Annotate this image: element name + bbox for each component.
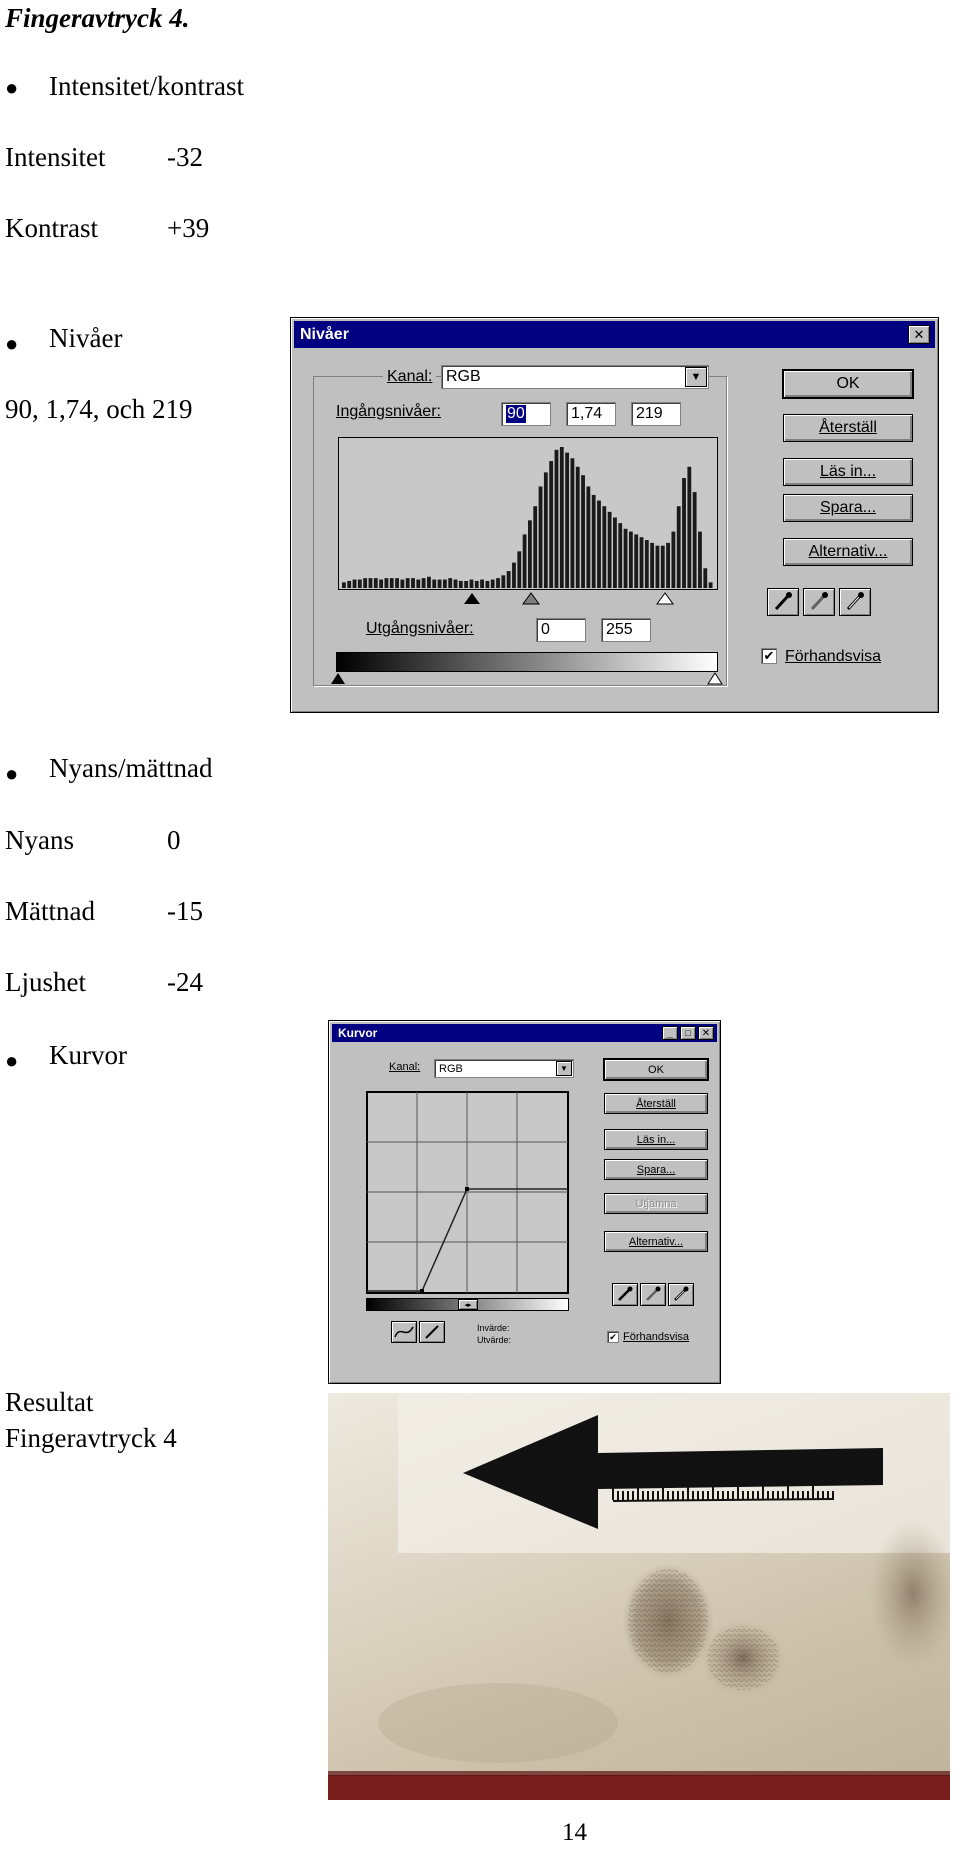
curves-channel-label: Kanal: bbox=[389, 1061, 421, 1073]
histogram-bar bbox=[549, 461, 553, 588]
curves-channel-select[interactable]: RGB ▼ bbox=[434, 1059, 574, 1078]
black-eyedropper-icon[interactable] bbox=[612, 1283, 638, 1306]
histogram-bar bbox=[640, 537, 644, 588]
close-icon[interactable]: ✕ bbox=[908, 325, 930, 344]
histogram-bar bbox=[650, 543, 654, 588]
histogram-bar bbox=[634, 534, 638, 588]
histogram-bar bbox=[560, 447, 564, 588]
histogram-bar bbox=[400, 580, 404, 588]
histogram-bar bbox=[586, 486, 590, 588]
white-eyedropper-icon[interactable] bbox=[839, 588, 871, 616]
input-black-field[interactable]: 90 bbox=[501, 402, 551, 426]
contrast-label: Kontrast bbox=[5, 213, 98, 243]
histogram-bar bbox=[618, 523, 622, 588]
black-eyedropper-icon[interactable] bbox=[767, 588, 799, 616]
chevron-down-icon[interactable]: ▼ bbox=[556, 1061, 572, 1076]
input-gamma-field[interactable]: 1,74 bbox=[566, 402, 616, 426]
channel-select[interactable] bbox=[441, 365, 709, 389]
white-point-slider bbox=[657, 593, 673, 604]
histogram-bar bbox=[459, 581, 463, 588]
curves-preview-checkbox[interactable]: ✔ bbox=[607, 1331, 619, 1343]
histogram-bar bbox=[501, 575, 505, 588]
maximize-icon[interactable]: □ bbox=[680, 1026, 696, 1040]
levels-dialog bbox=[290, 317, 939, 713]
histogram-bar bbox=[443, 580, 447, 588]
histogram-bar bbox=[666, 543, 670, 588]
histogram-bar bbox=[677, 506, 681, 588]
bullet-icon: ● bbox=[5, 75, 19, 100]
section-heading-hue-saturation: Nyans/mättnad bbox=[49, 753, 213, 783]
curves-load-button[interactable]: Läs in... bbox=[604, 1129, 708, 1150]
curves-smooth-button[interactable]: Utjämna bbox=[604, 1193, 708, 1214]
curves-graph[interactable] bbox=[366, 1091, 569, 1294]
histogram-bar bbox=[485, 581, 489, 588]
chevron-down-icon[interactable]: ▼ bbox=[685, 367, 707, 387]
histogram-bar bbox=[645, 540, 649, 588]
histogram-bar bbox=[671, 532, 675, 588]
bullet-icon: ● bbox=[5, 331, 19, 356]
histogram-bar bbox=[555, 450, 559, 588]
output-black-field[interactable]: 0 bbox=[536, 618, 586, 642]
lightness-value: -24 bbox=[167, 967, 203, 997]
histogram-bar bbox=[480, 580, 484, 588]
table-edge-shadow bbox=[328, 1771, 950, 1776]
options-button[interactable]: Alternativ... bbox=[783, 538, 913, 566]
input-level-sliders[interactable] bbox=[338, 591, 718, 607]
result-caption: Fingeravtryck 4 bbox=[5, 1423, 177, 1453]
histogram-bar bbox=[698, 532, 702, 588]
histogram-bar bbox=[709, 582, 713, 588]
channel-select-value: RGB bbox=[446, 368, 481, 385]
intensity-value: -32 bbox=[167, 142, 203, 172]
histogram-bar bbox=[597, 501, 601, 588]
page-title: Fingeravtryck 4. bbox=[5, 3, 190, 33]
curves-save-button[interactable]: Spara... bbox=[604, 1159, 708, 1180]
curves-dialog bbox=[328, 1020, 721, 1384]
levels-dialog-title: Nivåer bbox=[300, 325, 349, 343]
histogram-bar bbox=[369, 578, 373, 588]
histogram-bar bbox=[602, 506, 606, 588]
result-photo bbox=[328, 1393, 950, 1800]
histogram-bar bbox=[565, 453, 569, 588]
histogram-bar bbox=[406, 578, 410, 588]
histogram-bar bbox=[432, 580, 436, 588]
histogram-bar bbox=[576, 467, 580, 588]
histogram-bar bbox=[687, 467, 691, 588]
levels-values: 90, 1,74, och 219 bbox=[5, 394, 193, 424]
histogram-bar bbox=[491, 580, 495, 588]
histogram-bar bbox=[395, 578, 399, 588]
output-level-sliders[interactable] bbox=[331, 672, 723, 686]
histogram-bar bbox=[624, 529, 628, 588]
histogram-bar bbox=[416, 580, 420, 588]
hue-label: Nyans bbox=[5, 825, 74, 855]
histogram-bar bbox=[544, 472, 548, 588]
white-eyedropper-icon[interactable] bbox=[668, 1283, 694, 1306]
output-white-field[interactable]: 255 bbox=[601, 618, 651, 642]
gray-eyedropper-icon[interactable] bbox=[640, 1283, 666, 1306]
histogram-bar bbox=[507, 571, 511, 588]
bullet-icon: ● bbox=[5, 761, 19, 786]
output-white-slider bbox=[708, 673, 722, 684]
histogram-bar bbox=[358, 580, 362, 588]
curves-preview-label: Förhandsvisa bbox=[623, 1331, 690, 1343]
histogram-bar bbox=[448, 578, 452, 588]
histogram-bar bbox=[512, 563, 516, 588]
output-gradient-bar bbox=[336, 652, 718, 672]
curve-tool-icon[interactable] bbox=[391, 1321, 417, 1343]
curves-ok-button[interactable]: OK bbox=[604, 1059, 708, 1080]
histogram-bar bbox=[475, 581, 479, 588]
channel-label: Kanal: bbox=[383, 368, 436, 386]
section-heading-levels: Nivåer bbox=[49, 323, 123, 353]
histogram-bar bbox=[427, 577, 431, 588]
reset-button[interactable]: Återställ bbox=[783, 414, 913, 442]
histogram-bar bbox=[353, 580, 357, 588]
gray-eyedropper-icon[interactable] bbox=[803, 588, 835, 616]
result-label: Resultat bbox=[5, 1387, 94, 1417]
histogram-bar bbox=[342, 582, 346, 588]
contrast-value: +39 bbox=[167, 213, 210, 243]
hue-value: 0 bbox=[167, 825, 181, 855]
histogram-bar bbox=[661, 546, 665, 588]
gamma-slider bbox=[523, 593, 539, 604]
histogram-bar bbox=[656, 546, 660, 588]
histogram-bar bbox=[608, 512, 612, 588]
histogram-bar bbox=[390, 578, 394, 588]
minimize-icon[interactable]: _ bbox=[662, 1026, 678, 1040]
histogram-bar bbox=[379, 580, 383, 588]
histogram-bar bbox=[682, 478, 686, 588]
close-icon[interactable]: ✕ bbox=[698, 1026, 714, 1040]
saturation-label: Mättnad bbox=[5, 896, 95, 926]
curves-titlebar[interactable] bbox=[332, 1024, 717, 1042]
histogram-chart bbox=[338, 437, 718, 590]
table-edge bbox=[328, 1775, 950, 1800]
black-point-slider bbox=[464, 593, 480, 604]
histogram-bar bbox=[438, 580, 442, 588]
histogram-bar bbox=[629, 532, 633, 588]
pencil-tool-icon[interactable] bbox=[419, 1321, 445, 1343]
histogram-bar bbox=[523, 534, 527, 588]
histogram-bar bbox=[347, 581, 351, 588]
output-levels-label: Utgångsnivåer: bbox=[366, 620, 474, 637]
curves-reset-button[interactable]: Återställ bbox=[604, 1093, 708, 1114]
histogram-bar bbox=[496, 578, 500, 588]
histogram-bar bbox=[454, 580, 458, 588]
intensity-label: Intensitet bbox=[5, 142, 106, 172]
bullet-icon: ● bbox=[5, 1048, 19, 1073]
input-levels-label: Ingångsnivåer: bbox=[336, 403, 441, 420]
ok-button[interactable]: OK bbox=[783, 370, 913, 398]
histogram-bar bbox=[581, 475, 585, 588]
histogram-bar bbox=[533, 506, 537, 588]
histogram-bar bbox=[539, 486, 543, 588]
curve-point bbox=[420, 1289, 424, 1293]
histogram-bar bbox=[470, 580, 474, 588]
input-value-label: Invärde: bbox=[477, 1323, 510, 1333]
histogram-bar bbox=[422, 578, 426, 588]
curves-options-button[interactable]: Alternativ... bbox=[604, 1231, 708, 1252]
section-heading-curves: Kurvor bbox=[49, 1040, 127, 1070]
smudge bbox=[378, 1683, 618, 1763]
levels-titlebar[interactable] bbox=[294, 321, 935, 348]
output-black-slider bbox=[331, 673, 345, 684]
save-button[interactable]: Spara... bbox=[783, 494, 913, 522]
saturation-value: -15 bbox=[167, 896, 203, 926]
curves-dialog-title: Kurvor bbox=[338, 1026, 378, 1040]
preview-checkbox[interactable]: ✔ bbox=[761, 648, 777, 664]
fingerprint-2-ridges bbox=[707, 1626, 779, 1690]
fingerprint-1-ridges bbox=[628, 1569, 708, 1673]
histogram-bar bbox=[374, 578, 378, 588]
histogram-bar bbox=[363, 578, 367, 588]
histogram-bar bbox=[703, 568, 707, 588]
histogram-bar bbox=[528, 520, 532, 588]
histogram-bar bbox=[464, 581, 468, 588]
output-value-label: Utvärde: bbox=[477, 1335, 512, 1345]
curves-gradient-toggle[interactable]: ◂▸ bbox=[458, 1299, 478, 1310]
section-heading-intensity-contrast: Intensitet/kontrast bbox=[49, 71, 244, 101]
histogram-bar bbox=[613, 518, 617, 589]
preview-label: Förhandsvisa bbox=[785, 648, 882, 665]
histogram-bar bbox=[411, 578, 415, 588]
lightness-label: Ljushet bbox=[5, 967, 86, 997]
fingerprint-photo-art bbox=[328, 1393, 950, 1800]
histogram-bar bbox=[385, 578, 389, 588]
load-button[interactable]: Läs in... bbox=[783, 458, 913, 486]
curve-point bbox=[465, 1187, 469, 1191]
histogram-bar bbox=[592, 495, 596, 588]
page-number: 14 bbox=[562, 1819, 587, 1846]
histogram-bar bbox=[517, 551, 521, 588]
histogram-bar bbox=[571, 458, 575, 588]
input-white-field[interactable]: 219 bbox=[631, 402, 681, 426]
histogram-bar bbox=[693, 492, 697, 588]
